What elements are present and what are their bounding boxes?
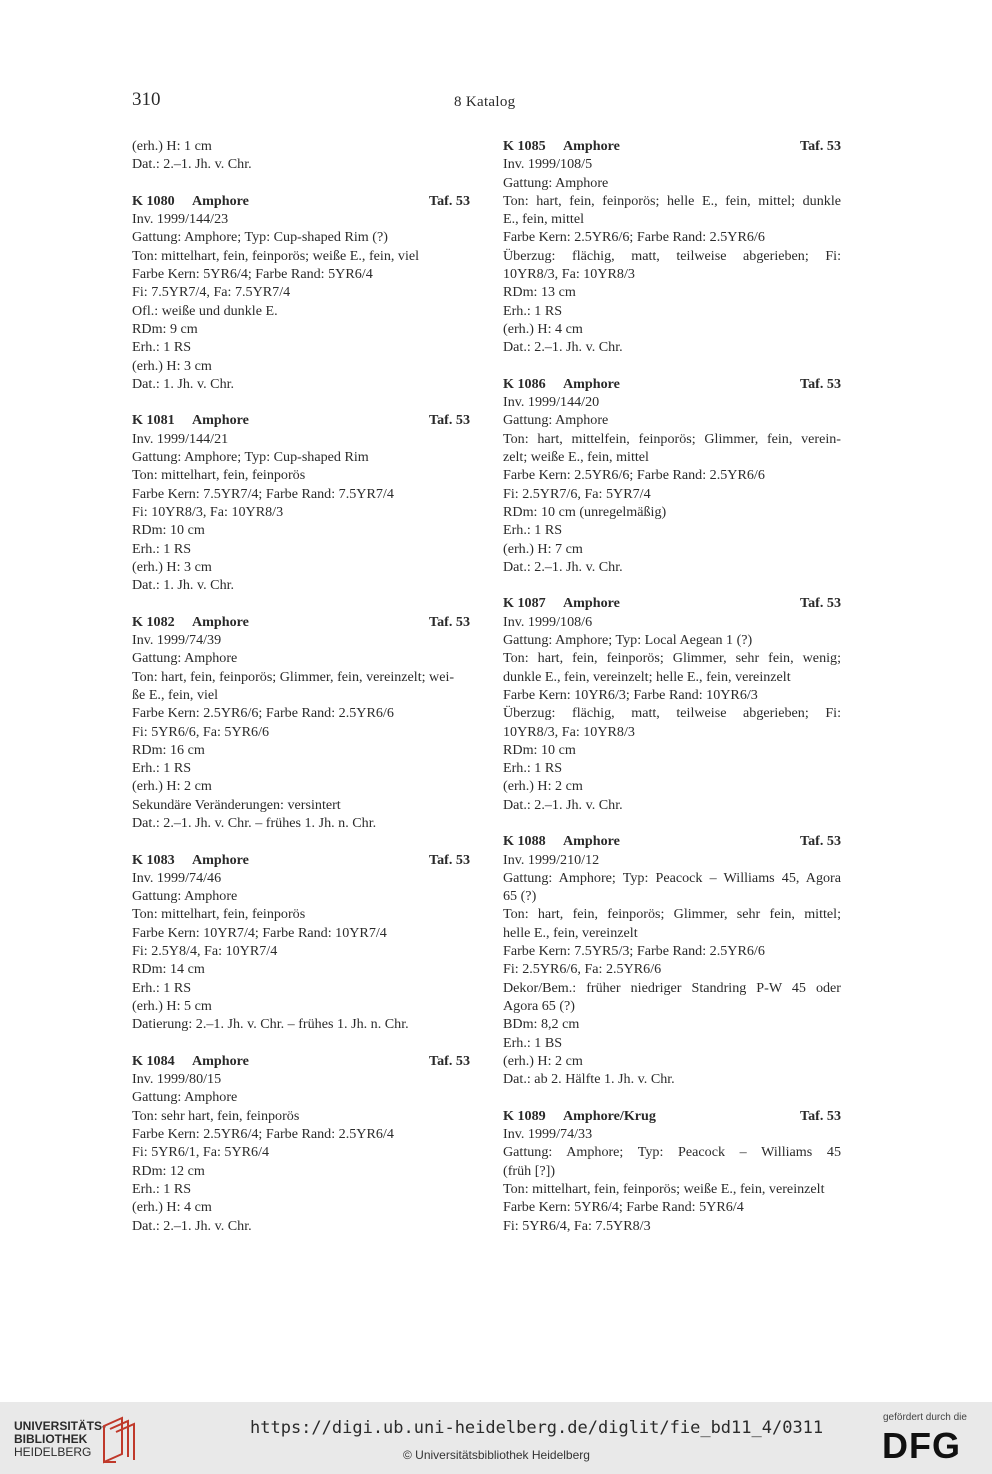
continuation-line: (erh.) H: 1 cm xyxy=(132,138,212,154)
entry-line: Ton: mittelhart, fein, feinporös xyxy=(132,906,306,923)
entry-number: K 1087 xyxy=(503,595,546,612)
entry-line: Erh.: 1 RS xyxy=(132,1180,192,1197)
entry-line: Fi: 2.5Y8/4, Fa: 10YR7/4 xyxy=(132,943,278,960)
entry-heading xyxy=(132,192,470,210)
entry-line: Dekor/Bem.: früher niedriger Standring P-W 45 oder xyxy=(503,979,841,996)
logo-line: UNIVERSITÄTS- xyxy=(14,1419,107,1433)
dfg-wordmark: DFG xyxy=(882,1425,961,1466)
logo-line: HEIDELBERG xyxy=(14,1445,92,1459)
entry-line: (früh [?]) xyxy=(503,1162,556,1179)
entry-heading xyxy=(132,851,470,869)
entry-line: Ton: mittelhart, fein, feinporös xyxy=(132,467,306,484)
entry-line: Gattung: Amphore xyxy=(132,1089,238,1106)
dfg-caption: gefördert durch die xyxy=(883,1412,967,1423)
catalog-entry xyxy=(503,1107,841,1235)
entry-line: (erh.) H: 4 cm xyxy=(503,320,583,337)
right-entries xyxy=(503,137,841,1235)
entry-line: RDm: 10 cm xyxy=(503,741,576,758)
entry-title: Amphore xyxy=(563,375,620,392)
dfg-logo[interactable] xyxy=(880,1410,980,1468)
entry-line: Erh.: 1 RS xyxy=(132,540,192,557)
entry-line: (erh.) H: 3 cm xyxy=(132,558,212,575)
entry-heading xyxy=(132,411,470,429)
entry-line: Gattung: Amphore xyxy=(132,650,238,667)
entry-line: Erh.: 1 BS xyxy=(503,1034,563,1051)
catalog-entry xyxy=(503,832,841,1088)
entry-line: RDm: 14 cm xyxy=(132,961,205,978)
entry-line: Überzug: flächig, matt, teilweise abgerieben; Fi: xyxy=(503,247,841,264)
left-column xyxy=(132,137,470,1235)
entry-line: Agora 65 (?) xyxy=(503,997,576,1014)
entry-line: Farbe Kern: 7.5YR7/4; Farbe Rand: 7.5YR7/4 xyxy=(132,485,394,502)
entry-heading xyxy=(503,832,841,850)
entry-line: Dat.: 2.–1. Jh. v. Chr. xyxy=(503,339,623,356)
entry-number: K 1089 xyxy=(503,1107,546,1124)
entry-number: K 1081 xyxy=(132,412,175,429)
plate-reference: Taf. 53 xyxy=(800,833,841,850)
plate-reference: Taf. 53 xyxy=(429,192,470,209)
entry-title: Amphore xyxy=(563,833,620,850)
plate-reference: Taf. 53 xyxy=(429,851,470,868)
entry-line: 10YR8/3, Fa: 10YR8/3 xyxy=(503,723,635,740)
catalog-entry xyxy=(132,1052,470,1235)
entry-title: Amphore xyxy=(192,412,249,429)
plate-reference: Taf. 53 xyxy=(429,412,470,429)
entry-line: Inv. 1999/108/5 xyxy=(503,156,593,173)
catalog-entry xyxy=(132,613,470,833)
entry-line: Erh.: 1 RS xyxy=(503,760,563,777)
entry-line: Ton: hart, mittelfein, feinporös; Glimmer, fein, verein- xyxy=(503,430,841,447)
entry-title: Amphore/Krug xyxy=(563,1107,656,1124)
entry-line: RDm: 12 cm xyxy=(132,1162,205,1179)
catalog-entry xyxy=(132,411,470,594)
entry-line: RDm: 10 cm (unregelmäßig) xyxy=(503,503,667,520)
entry-line: Ton: hart, fein, feinporös; Glimmer, fein, vereinzelt; wei- xyxy=(132,668,455,685)
logo-line: BIBLIOTHEK xyxy=(14,1432,88,1446)
entry-line: Gattung: Amphore xyxy=(132,888,238,905)
entry-line: Erh.: 1 RS xyxy=(503,302,563,319)
entry-number: K 1084 xyxy=(132,1052,175,1069)
entry-line: Dat.: 1. Jh. v. Chr. xyxy=(132,375,235,392)
entry-title: Amphore xyxy=(192,1052,249,1069)
entry-title: Amphore xyxy=(192,851,249,868)
entry-line: Erh.: 1 RS xyxy=(132,979,192,996)
entry-heading xyxy=(503,594,841,612)
entry-line: BDm: 8,2 cm xyxy=(503,1016,580,1033)
left-entries xyxy=(132,192,470,1235)
entry-line: (erh.) H: 4 cm xyxy=(132,1199,212,1216)
entry-line: Fi: 5YR6/1, Fa: 5YR6/4 xyxy=(132,1144,270,1161)
entry-title: Amphore xyxy=(563,595,620,612)
plate-reference: Taf. 53 xyxy=(800,595,841,612)
entry-line: Inv. 1999/144/20 xyxy=(503,394,600,411)
entry-line: Farbe Kern: 2.5YR6/6; Farbe Rand: 2.5YR6/6 xyxy=(503,467,765,484)
entry-line: Ton: mittelhart, fein, feinporös; weiße E., fein, vereinzelt xyxy=(503,1180,825,1197)
entry-line: Gattung: Amphore; Typ: Peacock – Williams 45, Agora xyxy=(503,869,841,886)
entry-line: Fi: 5YR6/4, Fa: 7.5YR8/3 xyxy=(503,1217,651,1234)
entry-line: Farbe Kern: 2.5YR6/6; Farbe Rand: 2.5YR6/6 xyxy=(132,705,394,722)
footer-bar xyxy=(0,1402,992,1474)
entry-line: Farbe Kern: 5YR6/4; Farbe Rand: 5YR6/4 xyxy=(132,266,373,283)
entry-line: Inv. 1999/74/46 xyxy=(132,869,222,886)
entry-line: Inv. 1999/74/33 xyxy=(503,1126,593,1143)
catalog-entry xyxy=(132,192,470,393)
entry-line: Farbe Kern: 10YR7/4; Farbe Rand: 10YR7/4 xyxy=(132,924,387,941)
permalink-url[interactable]: https://digi.ub.uni-heidelberg.de/diglit/fie_bd11_4/0311 xyxy=(250,1418,824,1438)
entry-line: Gattung: Amphore; Typ: Cup-shaped Rim (?) xyxy=(132,229,388,246)
entry-number: K 1086 xyxy=(503,375,546,392)
entry-title: Amphore xyxy=(563,138,620,154)
entry-line: Dat.: 1. Jh. v. Chr. xyxy=(132,577,235,594)
plate-reference: Taf. 53 xyxy=(800,1107,841,1124)
entry-line: Dat.: 2.–1. Jh. v. Chr. xyxy=(132,1217,252,1234)
entry-line: Fi: 7.5YR7/4, Fa: 7.5YR7/4 xyxy=(132,284,291,301)
entry-line: 10YR8/3, Fa: 10YR8/3 xyxy=(503,266,635,283)
entry-line: Erh.: 1 RS xyxy=(132,760,192,777)
entry-line: Farbe Kern: 2.5YR6/6; Farbe Rand: 2.5YR6/6 xyxy=(503,229,765,246)
entry-line: Inv. 1999/108/6 xyxy=(503,613,593,630)
entry-line: ße E., fein, viel xyxy=(132,686,219,703)
entry-number: K 1088 xyxy=(503,833,546,850)
continuation-line: Dat.: 2.–1. Jh. v. Chr. xyxy=(132,156,252,173)
entry-line: (erh.) H: 2 cm xyxy=(503,1052,583,1069)
entry-heading xyxy=(503,1107,841,1125)
plate-reference: Taf. 53 xyxy=(800,375,841,392)
entry-line: Inv. 1999/74/39 xyxy=(132,632,222,649)
entry-line: Ton: hart, fein, feinporös; helle E., fein, mittel; dunkle xyxy=(503,192,841,209)
entry-line: Erh.: 1 RS xyxy=(132,339,192,356)
entry-line: Inv. 1999/144/23 xyxy=(132,211,229,228)
entry-title: Amphore xyxy=(192,192,249,209)
entry-line: Dat.: ab 2. Hälfte 1. Jh. v. Chr. xyxy=(503,1071,675,1088)
page-number: 310 xyxy=(132,89,161,110)
entry-line: Gattung: Amphore xyxy=(503,412,609,429)
entry-line: Inv. 1999/210/12 xyxy=(503,851,600,868)
right-column xyxy=(503,137,841,1235)
university-library-logo[interactable] xyxy=(14,1420,174,1464)
entry-heading xyxy=(503,137,841,155)
entry-line: helle E., fein, vereinzelt xyxy=(503,924,638,941)
entry-line: Fi: 5YR6/6, Fa: 5YR6/6 xyxy=(132,723,270,740)
entry-line: Farbe Kern: 10YR6/3; Farbe Rand: 10YR6/3 xyxy=(503,686,758,703)
entry-line: (erh.) H: 2 cm xyxy=(132,778,212,795)
entry-line: Gattung: Amphore; Typ: Cup-shaped Rim xyxy=(132,449,369,466)
entry-line: Ofl.: weiße und dunkle E. xyxy=(132,302,278,319)
entry-line: Überzug: flächig, matt, teilweise abgerieben; Fi: xyxy=(503,705,841,722)
entry-line: Inv. 1999/144/21 xyxy=(132,430,229,447)
entry-line: RDm: 13 cm xyxy=(503,284,576,301)
entry-line: RDm: 9 cm xyxy=(132,320,198,337)
entry-line: Sekundäre Veränderungen: versintert xyxy=(132,796,341,813)
entry-line: Farbe Kern: 7.5YR5/3; Farbe Rand: 2.5YR6/6 xyxy=(503,943,765,960)
entry-line: Dat.: 2.–1. Jh. v. Chr. xyxy=(503,558,623,575)
entry-line: Fi: 10YR8/3, Fa: 10YR8/3 xyxy=(132,503,284,520)
catalog-entry xyxy=(132,851,470,1034)
university-library-wordmark xyxy=(14,1420,106,1459)
entry-line: Ton: mittelhart, fein, feinporös; weiße E., fein, viel xyxy=(132,247,420,264)
entry-number: K 1085 xyxy=(503,138,546,154)
entry-number: K 1082 xyxy=(132,613,175,630)
entry-line: Gattung: Amphore; Typ: Peacock – Williams 45 xyxy=(503,1144,841,1161)
entry-line: zelt; weiße E., fein, mittel xyxy=(503,449,649,466)
catalog-entry xyxy=(503,137,841,357)
entry-line: Ton: sehr hart, fein, feinporös xyxy=(132,1107,300,1124)
plate-reference: Taf. 53 xyxy=(429,613,470,630)
entry-line: Farbe Kern: 5YR6/4; Farbe Rand: 5YR6/4 xyxy=(503,1199,744,1216)
entry-number: K 1083 xyxy=(132,851,175,868)
entry-line: Ton: hart, fein, feinporös; Glimmer, sehr fein, wenig; xyxy=(503,650,841,667)
entry-heading xyxy=(132,613,470,631)
entry-line: Fi: 2.5YR7/6, Fa: 5YR7/4 xyxy=(503,485,651,502)
entry-line: Ton: hart, fein, feinporös; Glimmer, sehr fein, mittel; xyxy=(503,906,841,923)
entry-heading xyxy=(132,1052,470,1070)
entry-title: Amphore xyxy=(192,613,249,630)
entry-line: Fi: 2.5YR6/6, Fa: 2.5YR6/6 xyxy=(503,961,662,978)
copyright-notice: © Universitätsbibliothek Heidelberg xyxy=(403,1448,590,1462)
entry-line: Datierung: 2.–1. Jh. v. Chr. – frühes 1. Jh. n. Chr. xyxy=(132,1016,409,1033)
entry-heading xyxy=(503,375,841,393)
entry-line: Farbe Kern: 2.5YR6/4; Farbe Rand: 2.5YR6/4 xyxy=(132,1126,394,1143)
entry-line: 65 (?) xyxy=(503,888,537,905)
entry-line: dunkle E., fein, vereinzelt; helle E., fein, vereinzelt xyxy=(503,668,791,685)
catalog-entry xyxy=(503,594,841,814)
entry-line: (erh.) H: 2 cm xyxy=(503,778,583,795)
entry-line: Dat.: 2.–1. Jh. v. Chr. xyxy=(503,796,623,813)
entry-line: Inv. 1999/80/15 xyxy=(132,1071,222,1088)
entry-line: RDm: 16 cm xyxy=(132,741,205,758)
entry-line: RDm: 10 cm xyxy=(132,522,205,539)
catalog-entry xyxy=(503,375,841,576)
entry-number: K 1080 xyxy=(132,192,175,209)
plate-reference: Taf. 53 xyxy=(429,1052,470,1069)
running-head: 8 Katalog xyxy=(454,94,516,110)
plate-reference: Taf. 53 xyxy=(800,138,841,154)
entry-line: (erh.) H: 7 cm xyxy=(503,540,583,557)
entry-line: (erh.) H: 3 cm xyxy=(132,357,212,374)
entry-line: Gattung: Amphore; Typ: Local Aegean 1 (?) xyxy=(503,632,753,649)
library-emblem-icon xyxy=(100,1414,140,1464)
entry-line: (erh.) H: 5 cm xyxy=(132,997,212,1014)
entry-line: E., fein, mittel xyxy=(503,211,585,228)
entry-line: Dat.: 2.–1. Jh. v. Chr. – frühes 1. Jh. n. Chr. xyxy=(132,814,377,831)
entry-line: Gattung: Amphore xyxy=(503,174,609,191)
entry-line: Erh.: 1 RS xyxy=(503,522,563,539)
